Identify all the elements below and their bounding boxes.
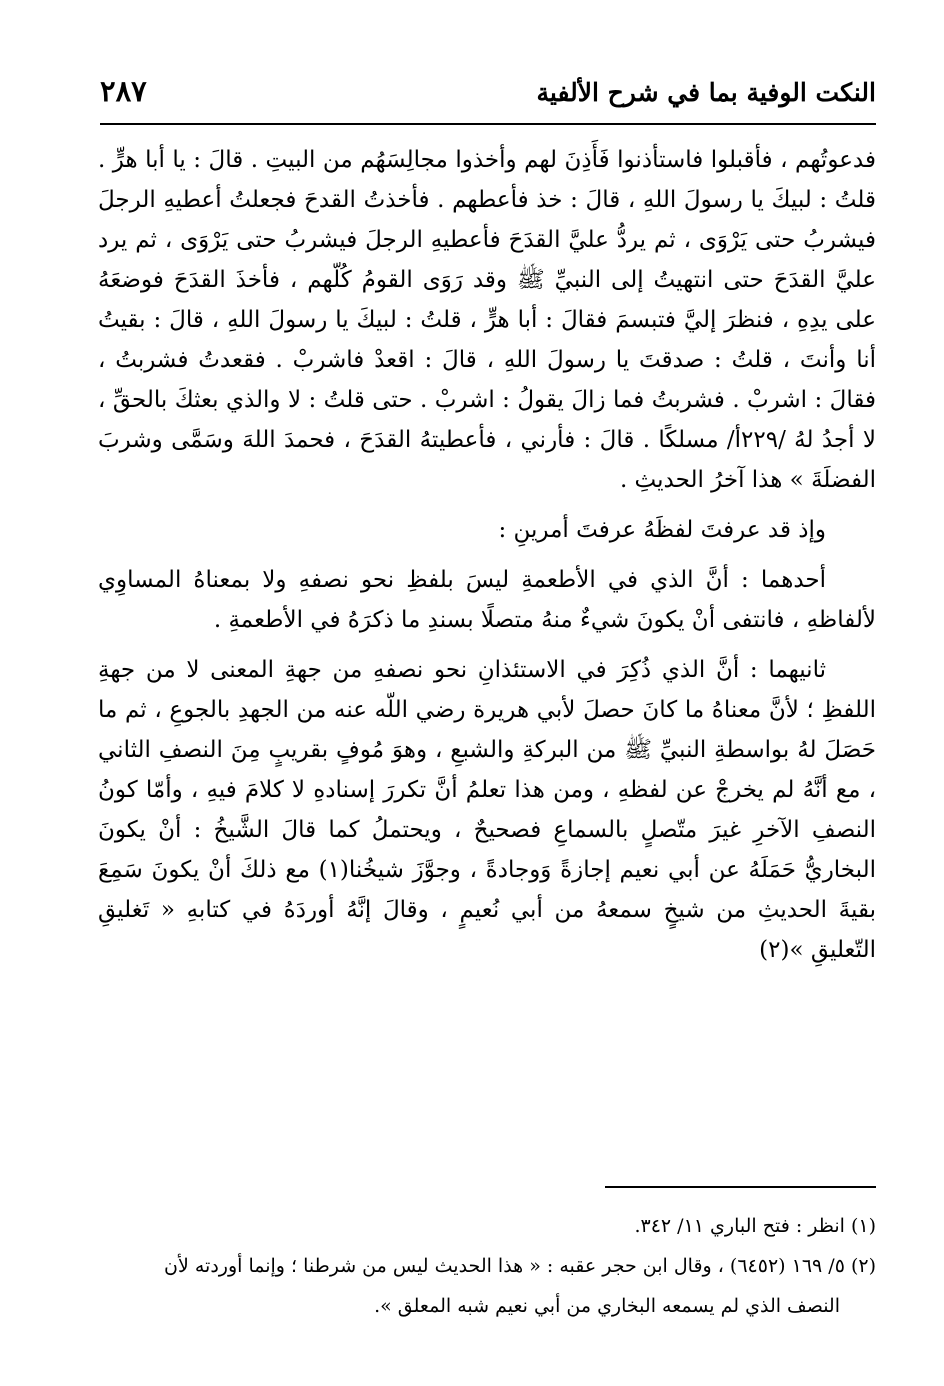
- paragraph-hadith: فدعوتُهم ، فأقبلوا فاستأذنوا فَأَذِنَ لهم وأخذوا مجالِسَهُم من البيتِ . قالَ : يا أبا هرٍّ . قلتُ : لبيكَ يا رسولَ اللهِ ، قالَ : خذ فأعطهم . فأخذتُ القدحَ فجعلتُ أعطيهِ الرجلَ فيشربُ حتى يَرْوَى ، ثم يردُّ عليَّ القدَحَ فأعطيهِ الرجلَ فيشربُ حتى يَرْوَى ، ثم يرد عليَّ القدَحَ حتى انتهيتُ إلى النبيِّ ﷺ وقد رَوَى القومُ كُلّهم ، فأخذَ القدَحَ فوضعَهُ على يدِهِ ، فنظرَ إليَّ فتبسمَ فقالَ : أبا هرٍّ ، قلتُ : لبيكَ يا رسولَ اللهِ ، قالَ : بقيتُ أنا وأنتَ ، قلتُ : صدقتَ يا رسولَ اللهِ ، قالَ : اقعدْ فاشربْ . فقعدتُ فشربتُ ، فقالَ : اشربْ . فشربتُ فما زالَ يقولُ : اشربْ . حتى قلتُ : لا والذي بعثكَ بالحقِّ ، لا أجدُ لهُ /٢٢٩أ/ مسلكًا . قالَ : فأرني ، فأعطيتهُ القدَحَ ، فحمدَ اللهَ وسَمَّى وشربَ الفضلَةَ » هذا آخرُ الحديثِ .: [98, 147, 876, 493]
- paragraph-first-point: أحدهما : أنَّ الذي في الأطعمةِ ليسَ بلفظِ نحو نصفهِ ولا بمعناهُ المساوِي لألفاظهِ ، فانتفى أنْ يكونَ شيءٌ منهُ متصلًا بسندِ ما ذكرَهُ في الأطعمةِ .: [98, 567, 876, 633]
- footnote-rule: [605, 1186, 876, 1188]
- footnotes: [100, 1206, 876, 1326]
- main-text: [98, 140, 876, 980]
- header-rule: [100, 123, 876, 125]
- page-number: ٢٨٧: [100, 74, 147, 108]
- footnote-2-continuation: النصف الذي لم يسمعه البخاري من أبي نعيم شبه المعلق ».: [374, 1295, 840, 1317]
- running-header: [100, 70, 876, 120]
- footnote-2: (٢) ٥/ ١٦٩ (٦٤٥٢) ، وقال ابن حجر عقبه : « هذا الحديث ليس من شرطنا ؛ وإنما أوردته لأن: [164, 1255, 876, 1277]
- book-title: النكت الوفية بما في شرح الألفية: [536, 78, 876, 107]
- footnote-1: (١) انظر : فتح الباري ١١/ ٣٤٢.: [634, 1215, 876, 1237]
- paragraph-second-point: ثانيهما : أنَّ الذي ذُكِرَ في الاستئذانِ نحو نصفهِ من جهةِ المعنى لا من جهةِ اللفظِ ؛ لأنَّ معناهُ ما كانَ حصلَ لأبي هريرة رضي اللّه عنه من الجهدِ بالجوعِ ، ثم ما حَصَلَ لهُ بواسطةِ النبيِّ ﷺ من البركةِ والشبعِ ، وهوَ مُوفٍ بقريبٍ مِنَ النصفِ الثاني ، مع أنَّهُ لم يخرجْ عن لفظهِ ، ومن هذا تعلمُ أنَّ تكررَ إسنادهِ لا كلامَ فيهِ ، وأمّا كونُ النصفِ الآخرِ غيرَ متّصلٍ بالسماعِ فصحيحٌ ، ويحتملُ كما قالَ الشَّيخُ : أنْ يكونَ البخاريُّ حَمَلَهُ عن أبي نعيم إجازةً وَوجادةً ، وجوَّزَ شيخُنا(١) مع ذلكَ أنْ يكونَ سَمِعَ بقيةَ الحديثِ من شيخٍ سمعهُ من أبي نُعيمٍ ، وقالَ إنَّهُ أوردَهُ في كتابهِ « تَغليقِ التّعليقِ »(٢): [98, 657, 876, 963]
- paragraph-intro: وإذ قد عرفتَ لفظَهُ عرفتَ أمرينِ :: [498, 517, 826, 543]
